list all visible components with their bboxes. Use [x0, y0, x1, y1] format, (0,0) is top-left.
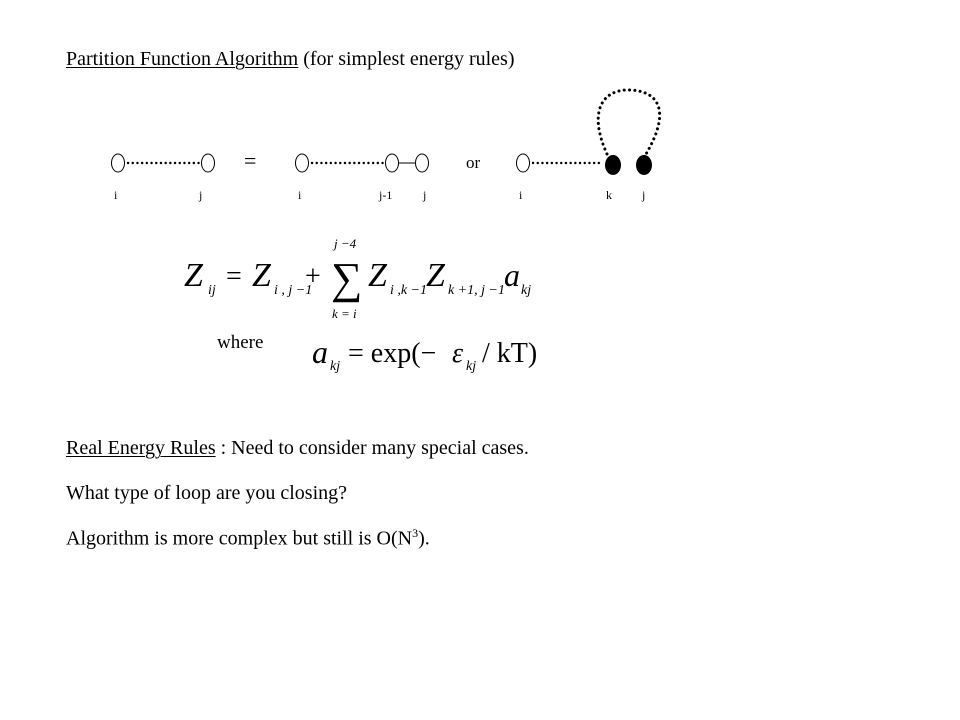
- recurrence-formula: [170, 228, 550, 328]
- sum-upper-limit: j −4: [334, 236, 357, 251]
- base-i-circle: [112, 154, 125, 172]
- formula-sub-kp1-jm1: k +1, j −1: [448, 283, 505, 298]
- base-jm1-circle: [386, 154, 399, 172]
- where-eps-sub-kj: kj: [466, 359, 477, 374]
- note-rest: : Need to consider many special cases.: [215, 437, 529, 459]
- where-sub-kj: kj: [330, 359, 341, 374]
- boltzmann-weight-formula: [308, 330, 558, 380]
- sigma-symbol: ∑: [331, 254, 363, 303]
- formula-Z: Z: [368, 257, 387, 294]
- base-j-circle: [416, 154, 429, 172]
- formula-sub-kj: kj: [521, 283, 532, 298]
- formula-sub-i-jm1: i , j −1: [274, 283, 313, 298]
- base-i-circle: [517, 154, 530, 172]
- where-tail: / kT): [482, 338, 538, 369]
- formula-sub-ij: ij: [208, 283, 216, 298]
- base-j-circle: [202, 154, 215, 172]
- formula-Z: Z: [184, 257, 203, 294]
- where-epsilon: ε: [452, 338, 464, 369]
- base-label: k: [606, 188, 612, 202]
- note-real-energy-rules: [66, 437, 529, 460]
- sum-lower-limit: k = i: [332, 306, 357, 321]
- formula-a: a: [504, 257, 520, 293]
- complexity-close: ).: [418, 527, 430, 550]
- formula-equals: =: [226, 261, 242, 292]
- base-i-circle: [296, 154, 309, 172]
- recursion-diagram: [0, 0, 960, 220]
- base-label: j: [199, 188, 203, 202]
- note-underlined: Real Energy Rules: [66, 437, 216, 459]
- formula-plus: +: [305, 261, 321, 292]
- base-label: j: [642, 188, 646, 202]
- base-j-filled: [637, 156, 652, 175]
- base-label: i: [298, 188, 302, 202]
- dotted-loop-arc: [598, 90, 659, 154]
- title-rest: (for simplest energy rules): [298, 48, 515, 70]
- formula-sub-i-km1: i ,k −1: [390, 283, 428, 298]
- title-underlined: Partition Function Algorithm: [66, 48, 299, 70]
- note-complexity: [66, 526, 430, 551]
- equals-sign: =: [244, 148, 257, 173]
- where-a: a: [312, 334, 328, 370]
- or-label: or: [466, 153, 481, 172]
- formula-Z: Z: [252, 257, 271, 294]
- where-rhs: = exp(−: [348, 338, 437, 369]
- base-label: j: [423, 188, 427, 202]
- complexity-exponent: 3: [412, 526, 419, 540]
- base-label: i: [519, 188, 523, 202]
- formula-Z: Z: [426, 257, 445, 294]
- base-label: i: [114, 188, 118, 202]
- complexity-text: Algorithm is more complex but still is O(N: [66, 527, 413, 550]
- base-label: j-1: [379, 188, 393, 202]
- base-k-filled: [606, 156, 621, 175]
- note-loop-question: What type of loop are you closing?: [66, 482, 348, 504]
- where-label: where: [217, 332, 264, 353]
